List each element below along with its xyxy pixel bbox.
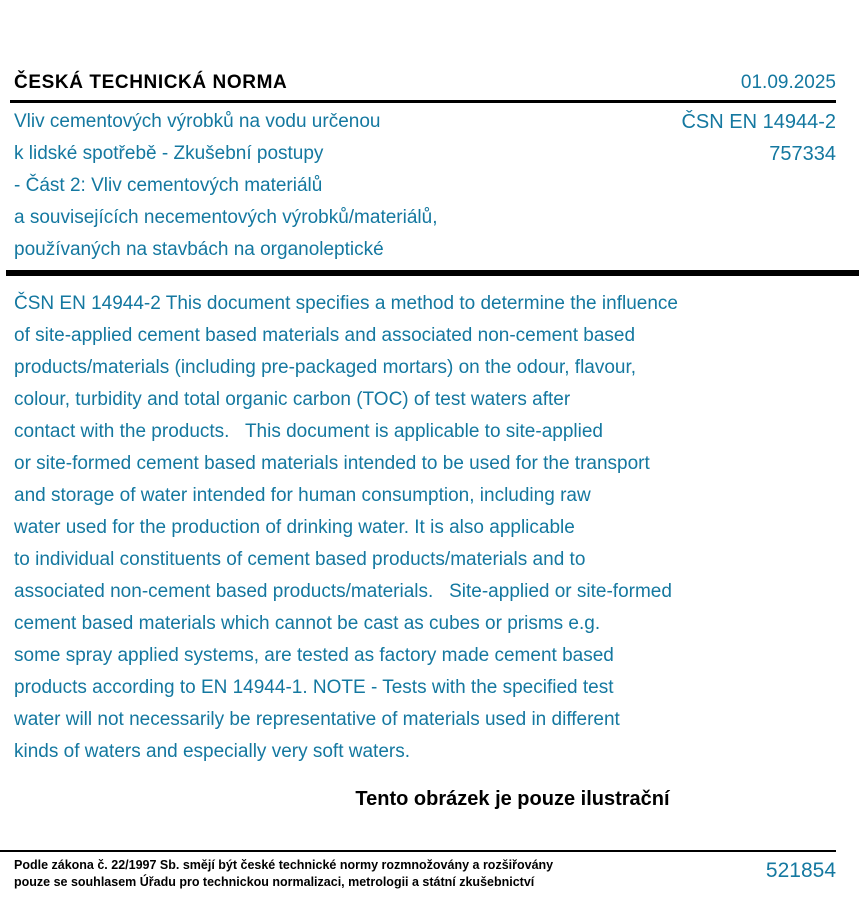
publication-date: 01.09.2025: [740, 72, 836, 93]
page-title: ČESKÁ TECHNICKÁ NORMA: [14, 72, 288, 93]
standard-abstract: [14, 288, 845, 768]
text-line: k lidské spotřebě - Zkušební postupy: [14, 143, 324, 164]
illustration-note: Tento obrázek je pouze ilustrační: [355, 788, 670, 810]
text-line: Podle zákona č. 22/1997 Sb. smějí být české technické normy rozmnožovány a rozšiřovány: [14, 858, 554, 872]
standard-designation: ČSN EN 14944-2: [681, 111, 836, 133]
text-line: pouze se souhlasem Úřadu pro technickou normalizaci, metrologii a státní zkušebnictví: [14, 874, 535, 889]
text-line: water used for the production of drinking water. It is also applicable: [14, 517, 575, 538]
text-line: or site-formed cement based materials intended to be used for the transport: [14, 453, 650, 474]
text-line: používaných na stavbách na organoleptické: [14, 239, 384, 260]
footer-divider: [0, 850, 836, 852]
text-line: some spray applied systems, are tested as factory made cement based: [14, 645, 614, 666]
text-line: - Část 2: Vliv cementových materiálů: [14, 175, 323, 196]
header-divider: [10, 100, 836, 103]
text-line: contact with the products. This document is applicable to site-applied: [14, 421, 603, 442]
page-footer: [14, 857, 836, 890]
order-number: 521854: [765, 859, 836, 882]
standard-designation-block: [681, 106, 836, 170]
text-line: ČSN EN 14944-2 This document specifies a method to determine the influence: [14, 293, 678, 314]
text-line: of site-applied cement based materials and associated non-cement based: [14, 325, 636, 346]
text-line: kinds of waters and especially very soft waters.: [14, 741, 411, 762]
title-section: [14, 106, 836, 266]
text-line: Vliv cementových výrobků na vodu určenou: [14, 111, 381, 132]
text-line: products/materials (including pre-packaged mortars) on the odour, flavour,: [14, 357, 637, 378]
text-line: cement based materials which cannot be cast as cubes or prisms e.g.: [14, 613, 601, 634]
standard-class-number: 757334: [769, 143, 836, 165]
standard-title: [14, 106, 437, 266]
text-line: and storage of water intended for human consumption, including raw: [14, 485, 591, 506]
text-line: products according to EN 14944-1. NOTE - Tests with the specified test: [14, 677, 614, 698]
page-header: [14, 72, 836, 94]
text-line: to individual constituents of cement based products/materials and to: [14, 549, 586, 570]
text-line: water will not necessarily be representative of materials used in different: [14, 709, 620, 730]
title-divider: [6, 270, 859, 276]
copyright-notice: [14, 857, 553, 890]
text-line: colour, turbidity and total organic carbon (TOC) of test waters after: [14, 389, 571, 410]
text-line: associated non-cement based products/materials. Site-applied or site-formed: [14, 581, 672, 602]
text-line: a souvisejících necementových výrobků/materiálů,: [14, 207, 438, 228]
